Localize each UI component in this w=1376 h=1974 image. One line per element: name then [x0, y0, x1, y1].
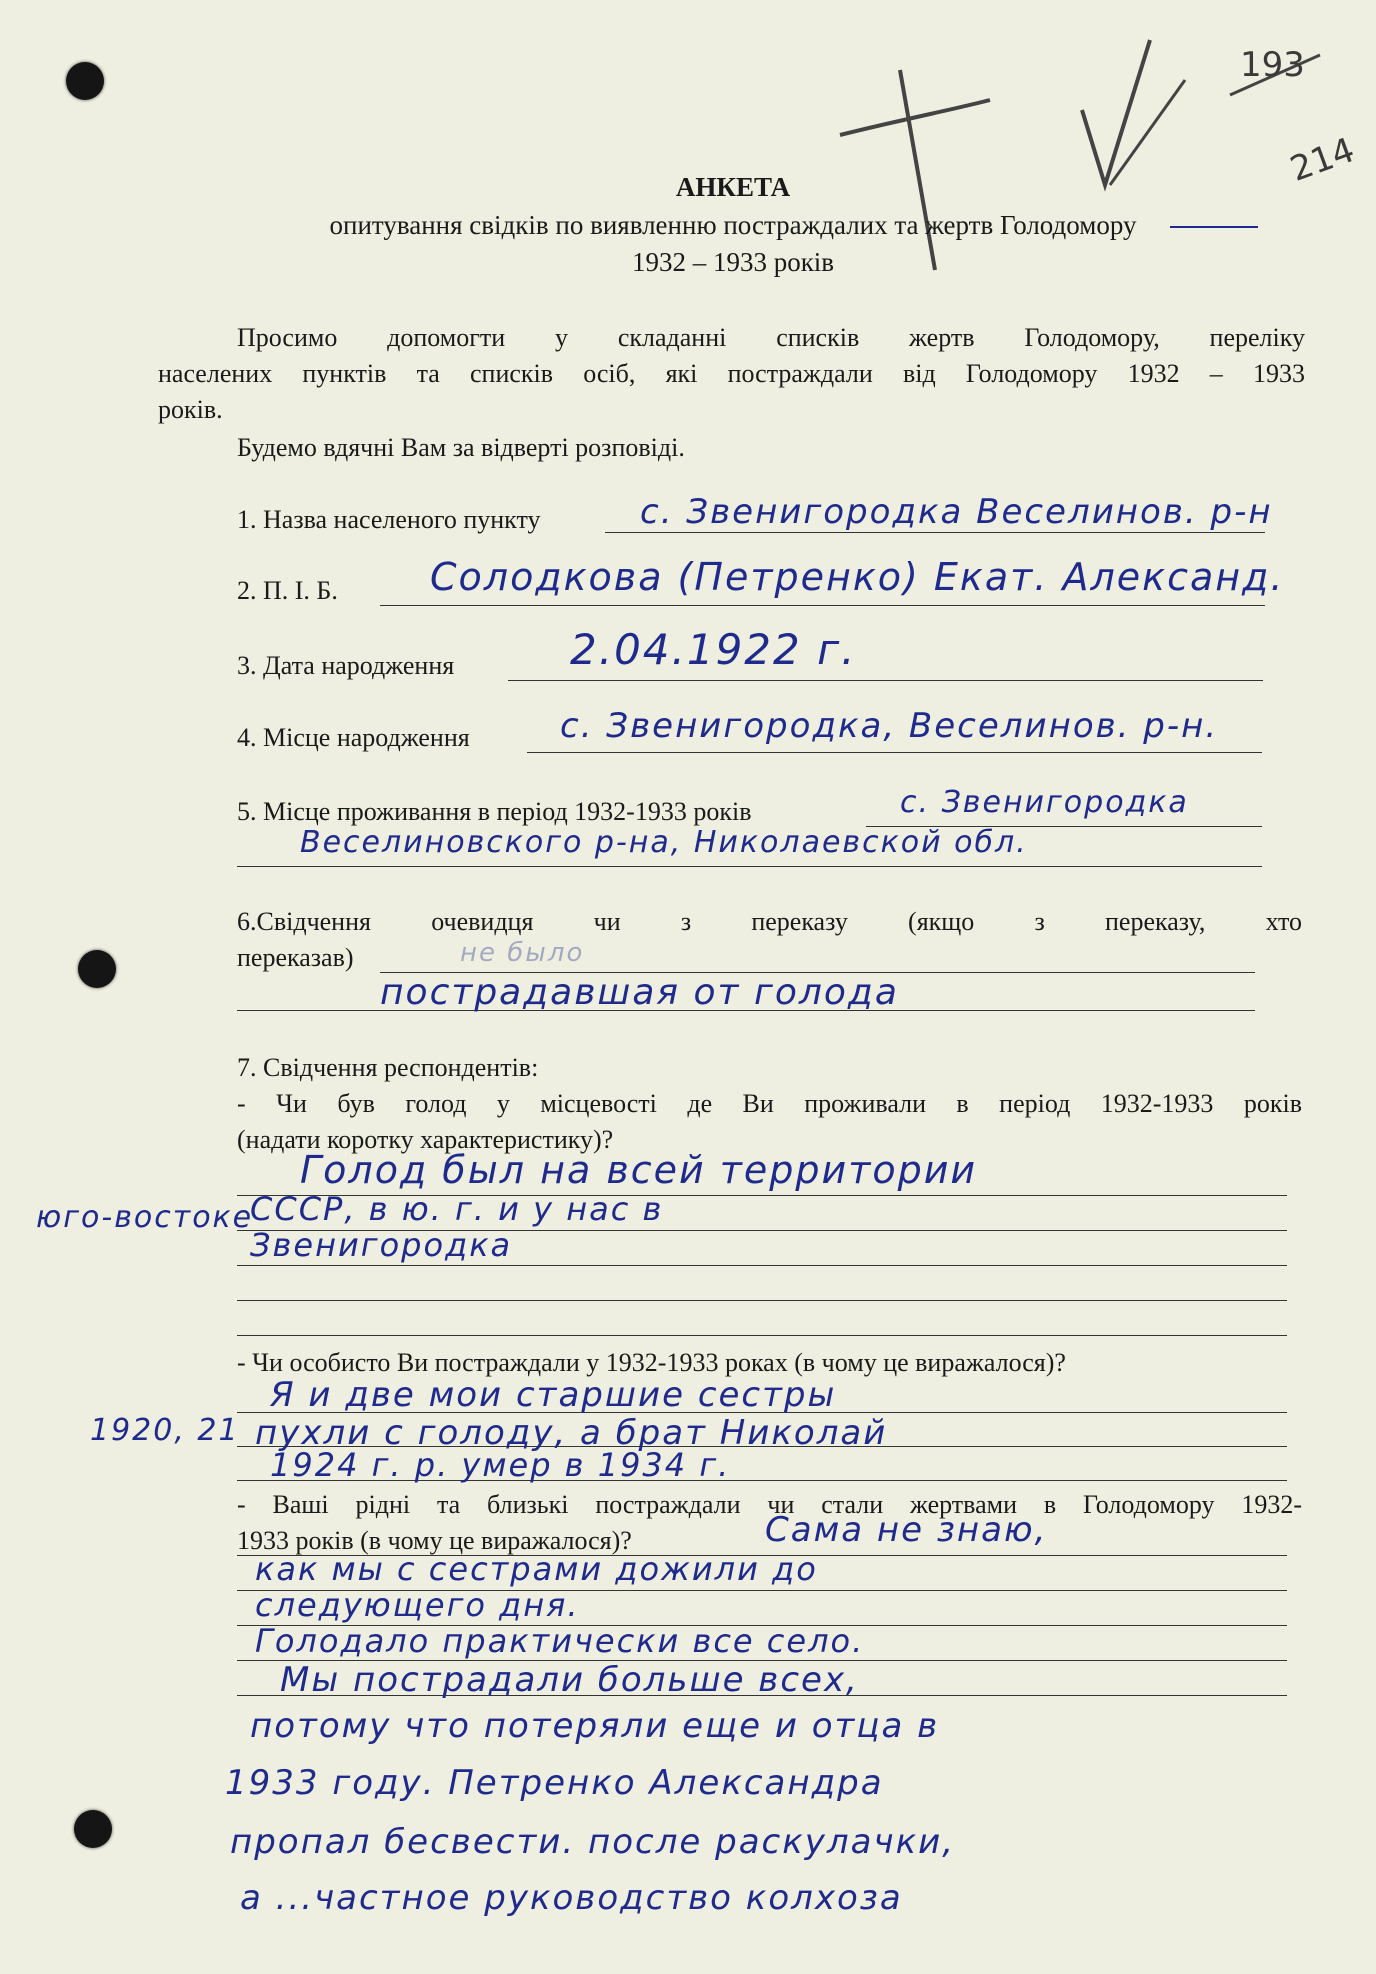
answer-line [237, 1335, 1287, 1336]
intro-thanks: Будемо вдячні Вам за відверті розповіді. [237, 433, 685, 462]
q7c-answer: Сама не знаю, [765, 1510, 1048, 1550]
q5-answer: с. Звенигородка [900, 785, 1189, 820]
q6-answer: пострадавшая от голода [380, 972, 899, 1013]
intro-line: населених пунктів та списків осіб, які постраждали від Голодомору 1932 – 1933 [158, 359, 1305, 388]
archive-number: 214 [1285, 130, 1360, 190]
q6-answer-faint: не было [460, 938, 585, 968]
archive-number: 193 [1240, 45, 1305, 85]
answer-line [508, 680, 1263, 681]
q4-label: 4. Місце народження [237, 723, 470, 752]
intro-line: років. [158, 395, 223, 424]
q7c-answer: Мы пострадали больше всех, [280, 1660, 859, 1700]
q7c-answer: Голодало практически все село. [255, 1622, 865, 1660]
q7c-answer: как мы с сестрами дожили до [255, 1550, 818, 1588]
q7c-label: 1933 років (в чому це виражалося)? [237, 1526, 632, 1555]
q7b-label: - Чи особисто Ви постраждали у 1932-1933 роках (в чому це виражалося)? [237, 1348, 1066, 1377]
q7c-answer: пропал бесвести. после раскулачки, [230, 1822, 956, 1862]
answer-line [237, 1265, 1287, 1266]
q7c-answer: потому что потеряли еще и отца в [250, 1706, 940, 1746]
answer-line [237, 866, 1262, 867]
q6-label: 6.Свідчення очевидця чи з переказу (якщо з переказу, хто [237, 907, 1302, 936]
q7a-answer: Голод был на всей территории [300, 1148, 978, 1192]
strikethrough [1170, 226, 1258, 228]
q7c-answer: а ...частное руководство колхоза [240, 1878, 903, 1918]
q2-label: 2. П. І. Б. [237, 576, 338, 605]
answer-line [527, 752, 1262, 753]
q3-label: 3. Дата народження [237, 651, 455, 680]
q1-answer: с. Звенигородка Веселинов. р-н [640, 492, 1273, 532]
form-subtitle: опитування свідків по виявленню постраждалих та жертв Голодомору [329, 210, 1137, 240]
q3-answer: 2.04.1922 г. [570, 625, 857, 674]
q7b-answer: 1924 г. р. умер в 1934 г. [270, 1446, 731, 1484]
q7-label: 7. Свідчення респондентів: [237, 1053, 539, 1082]
q7b-answer: пухли с голоду, а брат Николай [255, 1413, 888, 1453]
q7b-answer: Я и две мои старшие сестры [270, 1375, 837, 1415]
q7c-label: - Ваші рідні та близькі постраждали чи стали жертвами в Голодомору 1932- [237, 1490, 1302, 1519]
q7a-margin-note: юго-востоке [36, 1200, 254, 1235]
answer-line [237, 1300, 1287, 1301]
q6-label: переказав) [237, 943, 354, 972]
form-subtitle-years: 1932 – 1933 років [631, 247, 835, 277]
q5-answer: Веселиновского р-на, Николаевской обл. [300, 825, 1028, 860]
q7b-margin-note: 1920, 21 [90, 1413, 240, 1448]
q1-label: 1. Назва населеного пункту [237, 505, 541, 534]
q7a-answer: Звенигородка [250, 1226, 513, 1264]
intro-line: Просимо допомогти у складанні списків жертв Голодомору, переліку [237, 323, 1305, 352]
answer-line [605, 532, 1265, 533]
q7a-answer: СССР, в ю. г. и у нас в [250, 1190, 664, 1228]
q2-answer: Солодкова (Петренко) Екат. Александ. [430, 555, 1285, 599]
q7a-label: (надати коротку характеристику)? [237, 1125, 614, 1154]
form-title: АНКЕТА [675, 172, 791, 202]
q7c-answer: 1933 году. Петренко Александра [225, 1763, 884, 1803]
q7a-label: - Чи був голод у місцевості де Ви проживали в період 1932-1933 років [237, 1089, 1302, 1118]
q5-label: 5. Місце проживання в період 1932-1933 років [237, 797, 752, 826]
q7c-answer: следующего дня. [255, 1586, 580, 1624]
q4-answer: с. Звенигородка, Веселинов. р-н. [560, 706, 1219, 746]
answer-line [380, 605, 1265, 606]
